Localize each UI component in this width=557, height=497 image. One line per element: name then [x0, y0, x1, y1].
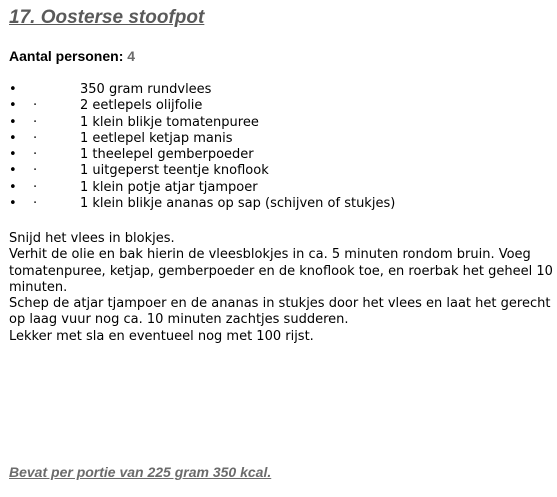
ingredient-text: 1 klein blikje ananas op sap (schijven of stukjes)	[80, 196, 396, 212]
sub-bullet-dot: ·	[33, 179, 38, 195]
bullet-icon: •	[9, 147, 17, 163]
sub-bullet-dot: ·	[33, 147, 38, 163]
ingredient-text: 1 theelepel gemberpoeder	[80, 147, 254, 163]
ingredient-text: 2 eetlepels olijfolie	[80, 98, 203, 114]
instruction-paragraph: Snijd het vlees in blokjes.	[9, 231, 175, 246]
sub-bullet-dot: ·	[33, 130, 38, 146]
instructions	[9, 231, 554, 345]
ingredient-text: 1 eetlepel ketjap manis	[80, 130, 233, 146]
ingredient-text: 1 uitgeperst teentje knoflook	[80, 163, 269, 179]
nutrition-note: Bevat per portie van 225 gram 350 kcal.	[9, 464, 272, 480]
bullet-icon: •	[9, 82, 17, 97]
bullet-icon: •	[9, 179, 17, 195]
bullet-icon: •	[9, 163, 17, 179]
sub-bullet-dot: ·	[33, 163, 38, 179]
ingredient-text: 350 gram rundvlees	[80, 82, 212, 97]
sub-bullet-dot: ·	[33, 98, 38, 114]
ingredient-text: 1 klein blikje tomatenpuree	[80, 114, 259, 130]
servings-count: 4	[127, 48, 136, 64]
bullet-icon: •	[9, 130, 17, 146]
bullet-icon: •	[9, 98, 17, 114]
instruction-paragraph: Lekker met sla en eventueel nog met 100 rijst.	[9, 328, 314, 344]
servings-line	[9, 48, 135, 64]
bullet-icon: •	[9, 114, 17, 130]
sub-bullet-dot: ·	[33, 114, 38, 130]
bullet-icon: •	[9, 196, 17, 212]
instruction-paragraph: Schep de atjar tjampoer en de ananas in stukjes door het vlees en laat het gerecht op laag vuur nog ca. 10 minuten zachtjes sudderen.	[9, 296, 551, 328]
recipe-title: 17. Oosterse stoofpot	[9, 7, 205, 28]
sub-bullet-dot: ·	[33, 196, 38, 212]
servings-label: Aantal personen:	[9, 48, 124, 64]
ingredient-text: 1 klein potje atjar tjampoer	[80, 179, 258, 195]
instruction-paragraph: Verhit de olie en bak hierin de vleesblokjes in ca. 5 minuten rondom bruin. Voeg tomatenpuree, ketjap, gemberpoeder en de knoflook toe, en roerbak het geheel 10 minuten.	[9, 247, 553, 295]
